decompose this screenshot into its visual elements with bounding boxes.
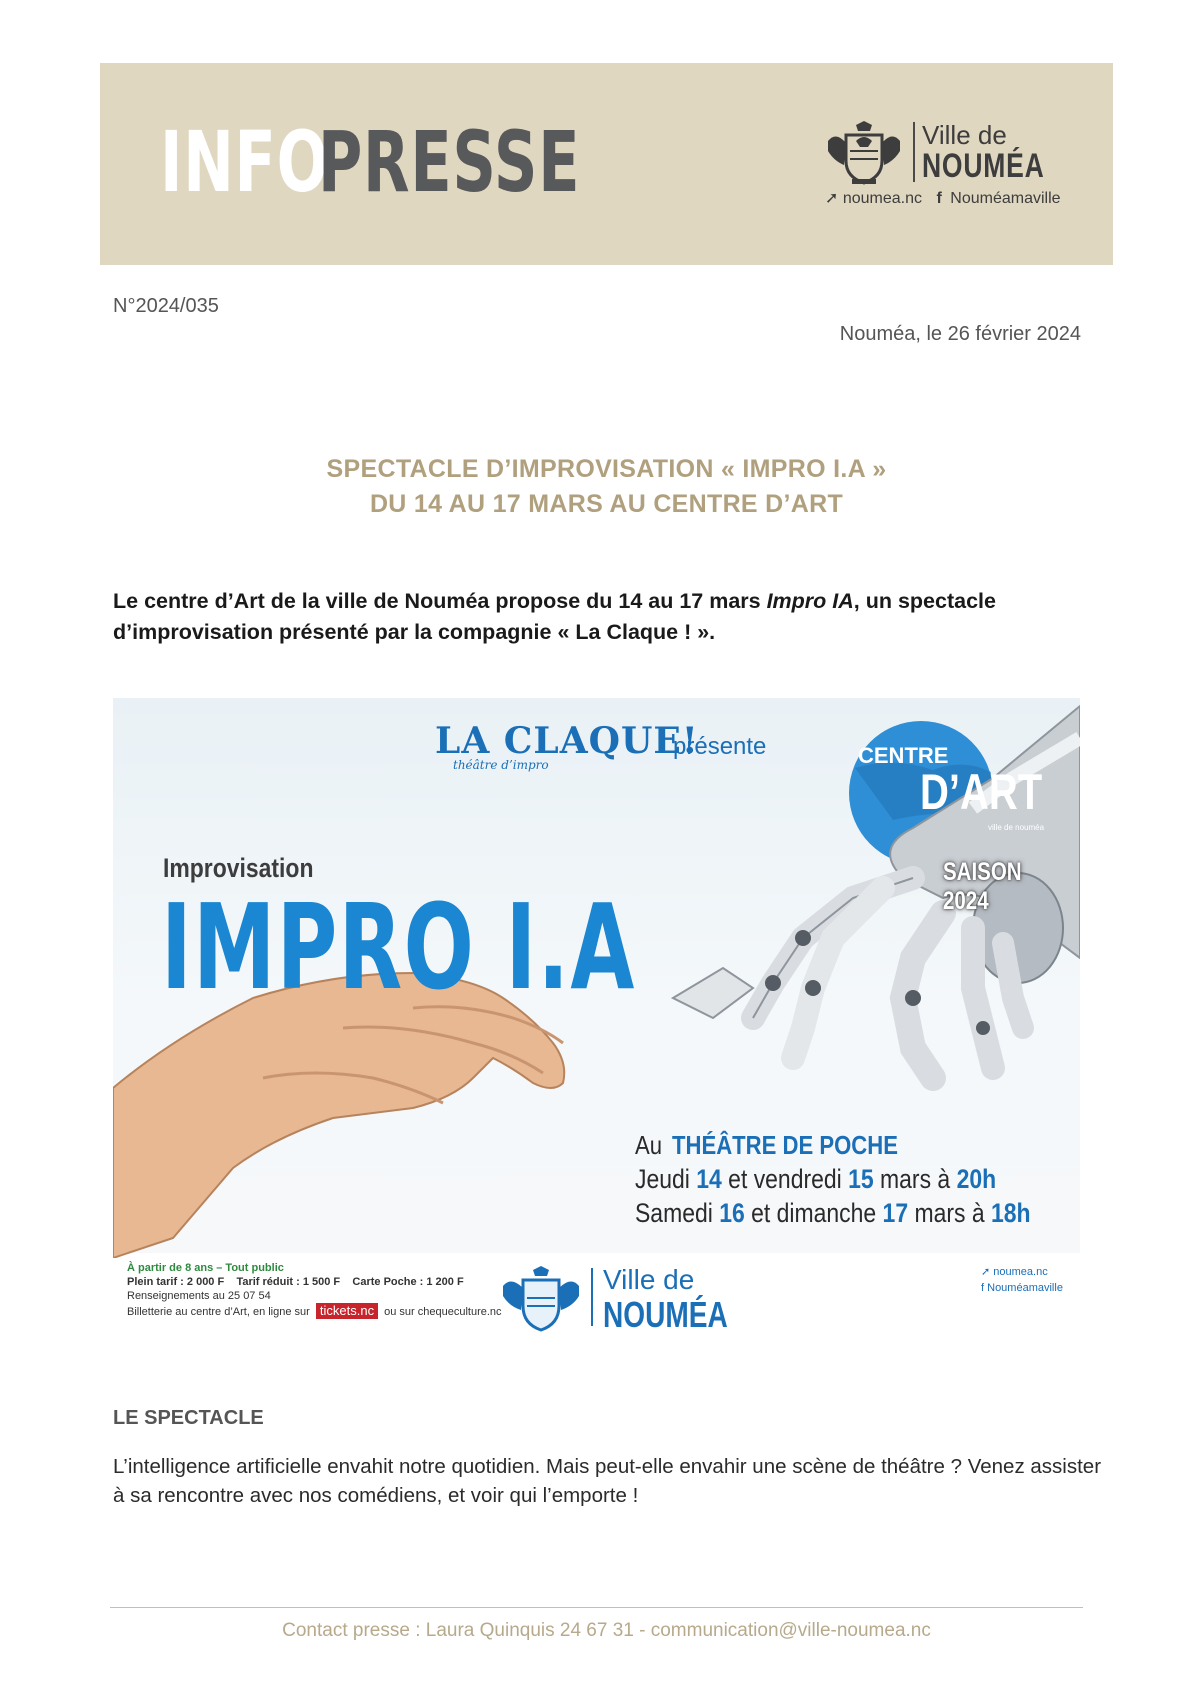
footer-contact: Contact presse : Laura Quinquis 24 67 31 - communication@ville-noumea.nc: [282, 1620, 931, 1641]
ticketing-text: Billetterie au centre d’Art, en ligne sur: [127, 1306, 310, 1318]
poster-venue: THÉÂTRE DE POCHE: [672, 1130, 898, 1160]
schedule-time: 18h: [991, 1198, 1031, 1228]
city-social-links: [825, 188, 1061, 208]
city-logo-line2: NOUMÉA: [922, 147, 1045, 185]
arrow-icon: ➚: [825, 190, 839, 207]
poster-ticket-info: [127, 1261, 502, 1319]
lead-part-1: Le centre d’Art de la ville de Nouméa propose du 14 au 17 mars: [113, 589, 767, 613]
poster-company-name: LA CLAQUE!: [435, 720, 699, 762]
badge-line3: ville de nouméa: [988, 823, 1045, 832]
schedule-date: 14: [696, 1164, 722, 1194]
schedule-day: Jeudi: [635, 1164, 690, 1194]
price-pocket-card: Carte Poche : 1 200 F: [352, 1276, 464, 1288]
schedule-day: et vendredi: [728, 1164, 842, 1194]
poster-genre: Improvisation: [163, 853, 314, 883]
poster-season: SAISON 2024: [943, 858, 1022, 915]
logo-divider: [913, 122, 915, 182]
poster-website[interactable]: noumea.nc: [993, 1266, 1048, 1278]
poster-audience: À partir de 8 ans – Tout public: [127, 1262, 284, 1274]
poster-city-line2: NOUMÉA: [603, 1294, 728, 1335]
badge-line2: D’ART: [920, 764, 1043, 820]
footer-divider: [110, 1607, 1083, 1608]
city-logo-line1: Ville de: [922, 120, 1007, 150]
info-presse-logo-presse: PRESSE: [318, 113, 581, 211]
schedule-day: et dimanche: [751, 1198, 877, 1228]
poster-show-title: IMPRO I.A: [161, 878, 636, 1016]
lead-paragraph: [113, 586, 1103, 648]
title-line-2: DU 14 AU 17 MARS AU CENTRE D’ART: [369, 490, 844, 518]
schedule-date: 17: [882, 1198, 909, 1228]
price-full: Plein tarif : 2 000 F: [127, 1276, 225, 1288]
reference-number: N°2024/035: [113, 295, 219, 317]
poster-schedule-line-1: [635, 1164, 996, 1195]
arrow-icon: ➚: [981, 1266, 994, 1278]
poster-crest-icon: [501, 1266, 581, 1332]
lead-part-2: , un spectacle d’improvisation présenté par la compagnie « La Claque ! ».: [113, 589, 996, 644]
schedule-day: Samedi: [635, 1198, 713, 1228]
section-heading: LE SPECTACLE: [113, 1407, 264, 1429]
poster-social: [981, 1264, 1063, 1296]
poster-logo-divider: [591, 1268, 593, 1326]
website-link[interactable]: noumea.nc: [842, 190, 923, 207]
poster-prices: [127, 1275, 502, 1289]
event-poster: [113, 698, 1080, 1338]
facebook-icon: f: [981, 1282, 988, 1294]
price-reduced: Tarif réduit : 1 500 F: [236, 1276, 341, 1288]
schedule-date: 15: [848, 1164, 874, 1194]
poster-schedule-line-2: [635, 1198, 1031, 1229]
poster-company-sub: théâtre d’impro: [453, 758, 549, 772]
date-line: Nouméa, le 26 février 2024: [839, 323, 1081, 345]
facebook-icon: f: [936, 190, 942, 207]
schedule-month: mars à: [880, 1164, 951, 1194]
tickets-nc-logo[interactable]: tickets.nc: [316, 1303, 378, 1319]
section-body: L’intelligence artificielle envahit notre quotidien. Mais peut-elle envahir une scène de théâtre ? Venez assister à sa rencontre avec nos comédiens, et voir qui l’emporte !: [113, 1455, 1102, 1507]
poster-venue-prefix: Au: [635, 1130, 663, 1160]
poster-city-line1: Ville de: [603, 1264, 695, 1295]
poster-facebook[interactable]: Nouméamaville: [987, 1282, 1063, 1294]
schedule-time: 20h: [956, 1164, 997, 1194]
title-line-1: SPECTACLE D’IMPROVISATION « IMPRO I.A »: [326, 455, 887, 483]
badge-line1: CENTRE: [858, 743, 949, 768]
lead-italic: Impro IA: [766, 589, 854, 613]
noumea-crest-icon: [826, 121, 902, 185]
info-presse-logo-info: INFO: [160, 113, 329, 211]
poster-ticketing: [127, 1303, 502, 1319]
schedule-month: mars à: [914, 1198, 985, 1228]
poster-phone: Renseignements au 25 07 54: [127, 1290, 271, 1302]
facebook-link[interactable]: Nouméamaville: [950, 190, 1061, 207]
poster-presents: présente: [673, 733, 767, 760]
ticketing-text-2: ou sur chequeculture.nc: [384, 1306, 502, 1318]
schedule-date: 16: [719, 1198, 745, 1228]
